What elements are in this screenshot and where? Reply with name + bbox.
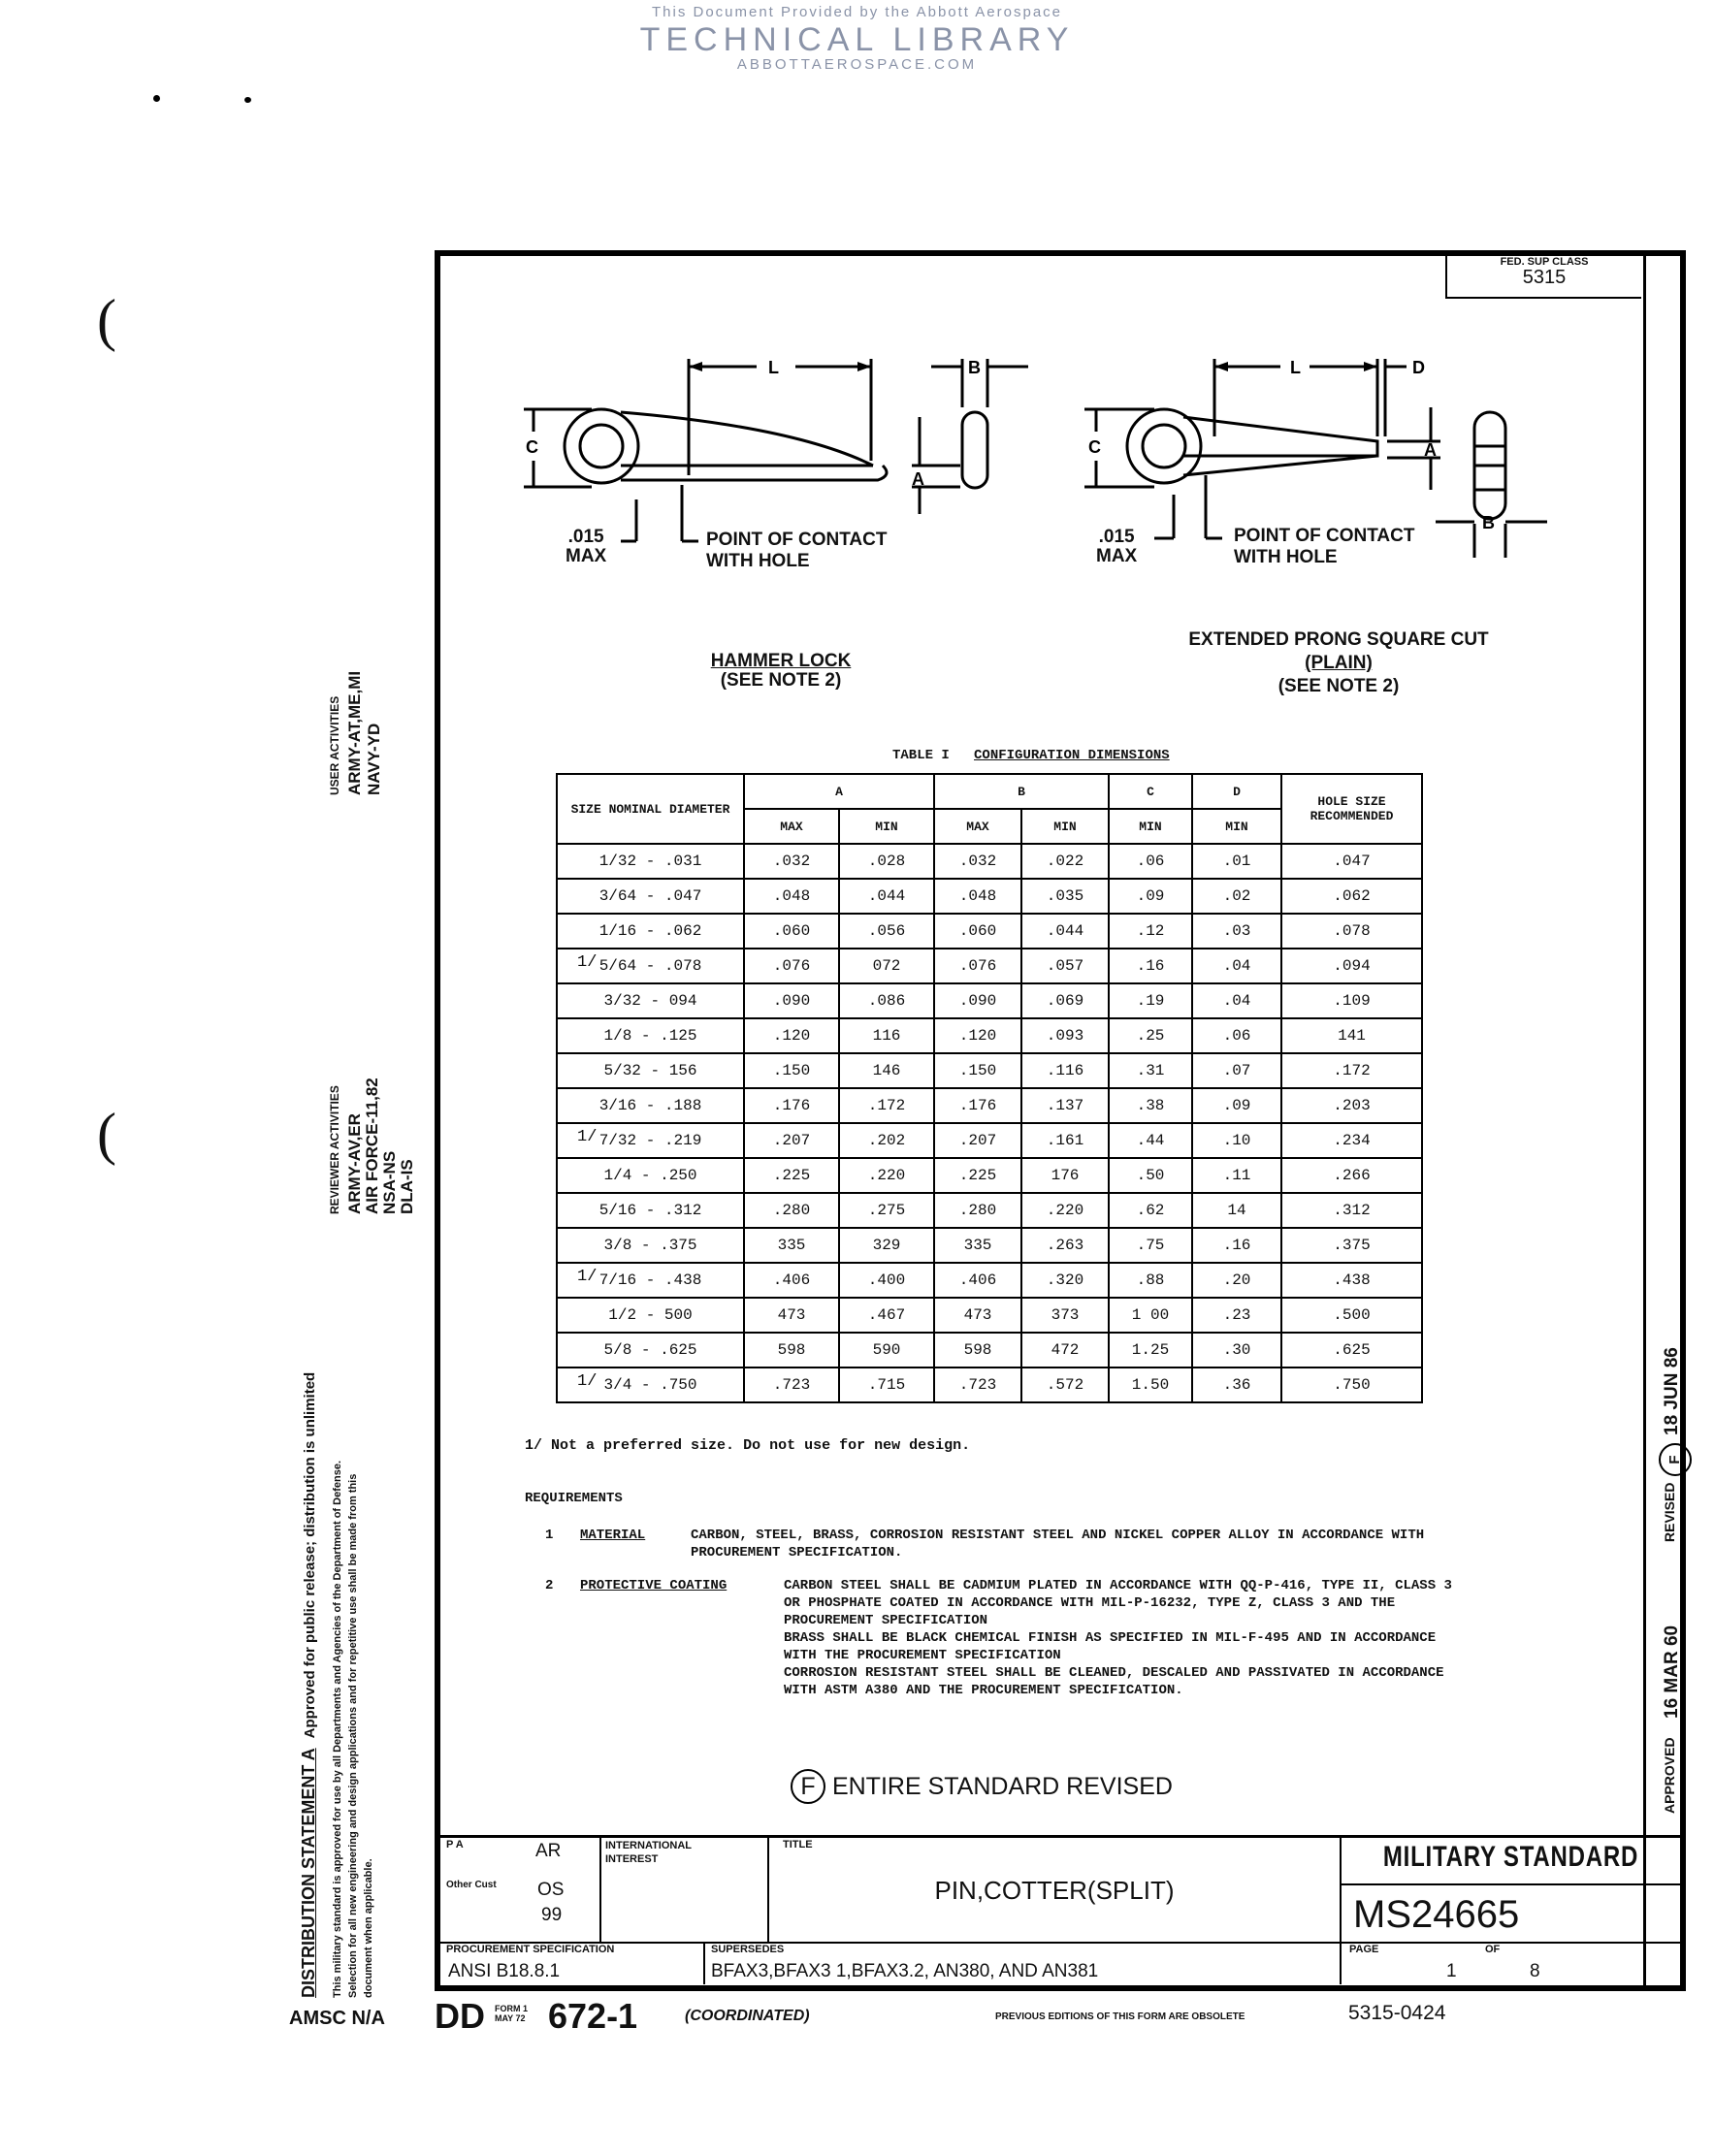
cell-b-max: .723 [934, 1368, 1021, 1402]
header-b: B [934, 774, 1109, 809]
cell-c-min: .62 [1109, 1193, 1192, 1228]
cell-c-min: .25 [1109, 1018, 1192, 1053]
cell-a-min: .275 [839, 1193, 934, 1228]
header-hole: HOLE SIZE RECOMMENDED [1281, 774, 1422, 844]
dim-L-left: L [768, 358, 779, 377]
footnote: 1/ Not a preferred size. Do not use for new design. [525, 1437, 971, 1454]
cell-b-min: 472 [1021, 1333, 1109, 1368]
cell-b-max: 335 [934, 1228, 1021, 1263]
row-note-marker: 1/ [577, 1128, 598, 1146]
size-value: 3/64 - .047 [598, 887, 702, 905]
cell-b-min: .137 [1021, 1088, 1109, 1123]
cell-a-min: 329 [839, 1228, 934, 1263]
cell-a-max: .120 [744, 1018, 839, 1053]
cell-b-max: .280 [934, 1193, 1021, 1228]
dim-L-right: L [1290, 358, 1301, 377]
size-cell [557, 879, 744, 914]
table-row [557, 1333, 1422, 1368]
table-row [557, 1193, 1422, 1228]
dim-A-right: A [1424, 440, 1437, 460]
size-value: 1/32 - .031 [598, 853, 702, 870]
cell-a-max: .076 [744, 949, 839, 983]
table-row [557, 1158, 1422, 1193]
table-row [557, 949, 1422, 983]
cell-a-min: .715 [839, 1368, 934, 1402]
cell-c-min: .88 [1109, 1263, 1192, 1298]
row-note-marker: 1/ [577, 953, 598, 972]
table-row [557, 914, 1422, 949]
cell-a-max: .723 [744, 1368, 839, 1402]
cell-a-min: .086 [839, 983, 934, 1018]
cell-b-max: 473 [934, 1298, 1021, 1333]
dim-B-right: B [1482, 513, 1495, 532]
cell-a-max: .060 [744, 914, 839, 949]
size-cell [557, 1018, 744, 1053]
cell-a-max: .176 [744, 1088, 839, 1123]
reviewer-title: REVIEWER ACTIVITIES [328, 1085, 341, 1214]
dim-D-right: D [1412, 358, 1425, 377]
page-cell: PAGE 1 OF 8 [1349, 1944, 1540, 1981]
cell-c-min: .50 [1109, 1158, 1192, 1193]
cell-c-min: 1 00 [1109, 1298, 1192, 1333]
watermark-url: ABBOTTAEROSPACE.COM [736, 56, 978, 73]
previous-editions: PREVIOUS EDITIONS OF THIS FORM ARE OBSOLETE [995, 2011, 1245, 2022]
revision-letter: F [1659, 1443, 1692, 1476]
cell-b-max: .060 [934, 914, 1021, 949]
cell-b-max: .406 [934, 1263, 1021, 1298]
cell-b-max: 598 [934, 1333, 1021, 1368]
watermark-title: TECHNICAL LIBRARY [639, 21, 1075, 58]
cell-d-min: 14 [1192, 1193, 1281, 1228]
extended-prong-caption: EXTENDED PRONG SQUARE CUT (PLAIN) (SEE NOTE 2) [1188, 629, 1489, 696]
cell-hole: .172 [1281, 1053, 1422, 1088]
size-value: 7/16 - .438 [598, 1271, 702, 1289]
table-row [557, 1298, 1422, 1333]
cell-b-min: .220 [1021, 1193, 1109, 1228]
intl-interest-cell: INTERNATIONAL INTEREST [599, 1835, 769, 1944]
table-row [557, 1263, 1422, 1298]
cell-d-min: .30 [1192, 1333, 1281, 1368]
size-cell [557, 1088, 744, 1123]
cell-d-min: .10 [1192, 1123, 1281, 1158]
reviewer-1: ARMY-AV,ER [345, 1113, 364, 1214]
size-cell [557, 914, 744, 949]
approved-label: APPROVED [1662, 1737, 1677, 1814]
cell-b-min: 176 [1021, 1158, 1109, 1193]
size-value: 1/4 - .250 [603, 1167, 697, 1184]
size-cell [557, 1228, 744, 1263]
table-row [557, 844, 1422, 879]
cell-a-max: .090 [744, 983, 839, 1018]
cell-b-min: .044 [1021, 914, 1109, 949]
proc-spec-cell: PROCUREMENT SPECIFICATION ANSI B18.8.1 [438, 1942, 705, 1984]
cell-c-min: .75 [1109, 1228, 1192, 1263]
cell-b-max: .176 [934, 1088, 1021, 1123]
cell-hole: .625 [1281, 1333, 1422, 1368]
cell-c-min: .31 [1109, 1053, 1192, 1088]
table-row [557, 1368, 1422, 1402]
header-a-max: MAX [744, 809, 839, 844]
extended-prong-eye [1127, 409, 1201, 483]
size-value: 3/32 - 094 [603, 992, 697, 1010]
cell-hole: .203 [1281, 1088, 1422, 1123]
cell-hole: .234 [1281, 1123, 1422, 1158]
dim-A-left: A [912, 469, 924, 489]
size-value: 1/2 - 500 [608, 1306, 693, 1324]
size-cell [557, 1298, 744, 1333]
cell-b-min: .057 [1021, 949, 1109, 983]
cell-a-max: .032 [744, 844, 839, 879]
hammer-lock-caption: HAMMER LOCK (SEE NOTE 2) [710, 651, 852, 691]
cell-a-max: .207 [744, 1123, 839, 1158]
requirements-heading: REQUIREMENTS [525, 1491, 623, 1506]
frame-right-margin [1643, 250, 1656, 1990]
cell-b-max: .120 [934, 1018, 1021, 1053]
cell-hole: .500 [1281, 1298, 1422, 1333]
distribution-small: This military standard is approved for use by all Departments and Agencies of the Department of Defense. Selection for all new engineering and design applications and for repetitive use shall be made from this document when applicable. [332, 1460, 374, 1998]
header-b-min: MIN [1021, 809, 1109, 844]
mil-std-label: MILITARY STANDARD [1382, 1841, 1639, 1873]
size-value: 3/16 - .188 [598, 1097, 702, 1114]
cell-c-min: .12 [1109, 914, 1192, 949]
cell-hole: .047 [1281, 844, 1422, 879]
cell-a-min: .467 [839, 1298, 934, 1333]
req-1-text: CARBON, STEEL, BRASS, CORROSION RESISTANT STEEL AND NICKEL COPPER ALLOY IN ACCORDANCE WITH PROCUREMENT SPECIFICATION. [691, 1528, 1425, 1561]
cell-hole: .094 [1281, 949, 1422, 983]
size-value: 5/64 - .078 [598, 957, 702, 975]
revised-date: 18 JUN 86 [1662, 1347, 1682, 1435]
size-cell [557, 949, 744, 983]
cell-b-min: .022 [1021, 844, 1109, 879]
header-size: SIZE NOMINAL DIAMETER [557, 774, 744, 844]
req-2-text: CARBON STEEL SHALL BE CADMIUM PLATED IN ACCORDANCE WITH QQ-P-416, TYPE II, CLASS 3 OR PHOSPHATE COATED IN ACCORDANCE WITH MIL-P-16232, TYPE Z, CLASS 3 AND THE PROCUREMENT SPECIFICATION BRASS SHALL BE BLACK CHEMICAL FINISH AS SPECIFIED IN MIL-F-495 AND IN ACCORDANCE WITH THE PROCUREMENT SPECIFICATION CORROSION RESISTANT STEEL SHALL BE CLEANED, DESCALED AND PASSIVATED IN ACCORDANCE WITH ASTM A380 AND THE PROCUREMENT SPECIFICATION. [784, 1578, 1452, 1698]
pa-cell: P A AR Other Cust OS 99 [438, 1835, 601, 1944]
req-2-num: 2 [545, 1578, 554, 1593]
size-value: 5/8 - .625 [603, 1341, 697, 1359]
cell-c-min: .38 [1109, 1088, 1192, 1123]
revision-note: F ENTIRE STANDARD REVISED [791, 1769, 1173, 1804]
size-value: 5/16 - .312 [598, 1202, 702, 1219]
size-value: 1/8 - .125 [603, 1027, 697, 1045]
form-number: 672-1 [548, 1996, 638, 2036]
cell-a-min: 590 [839, 1333, 934, 1368]
reviewer-2: AIR FORCE-11,82 [363, 1078, 381, 1214]
title-cell: TITLE PIN,COTTER(SPLIT) [767, 1835, 1342, 1944]
form-label: FORM 1 MAY 72 [495, 2004, 529, 2023]
cell-b-min: .035 [1021, 879, 1109, 914]
binder-mark: ( [97, 288, 116, 352]
doc-number-cell [1340, 1883, 1682, 1944]
cell-a-max: .150 [744, 1053, 839, 1088]
watermark-line1: This Document Provided by the Abbott Aerospace [651, 4, 1063, 20]
size-cell [557, 983, 744, 1018]
table-caption: TABLE I CONFIGURATION DIMENSIONS [892, 748, 1170, 763]
cell-a-min: .044 [839, 879, 934, 914]
cell-c-min: 1.50 [1109, 1368, 1192, 1402]
row-note-marker: 1/ [577, 1268, 598, 1286]
cell-hole: .266 [1281, 1158, 1422, 1193]
size-value: 3/4 - .750 [603, 1376, 697, 1394]
max-note-left: .015 MAX [566, 527, 607, 566]
size-cell [557, 1123, 744, 1158]
user-activities-title: USER ACTIVITIES [328, 695, 341, 795]
binder-mark: ( [97, 1102, 116, 1166]
revision-symbol: F [791, 1769, 825, 1804]
table-row [557, 1123, 1422, 1158]
cell-c-min: .16 [1109, 949, 1192, 983]
cotter-pin-drawings [504, 320, 1620, 601]
size-value: 3/8 - .375 [603, 1237, 697, 1254]
table-row [557, 1053, 1422, 1088]
max-note-right: .015 MAX [1096, 527, 1138, 566]
cell-a-max: .048 [744, 879, 839, 914]
reviewer-4: DLA-IS [398, 1159, 416, 1214]
dim-B-left: B [968, 358, 981, 377]
cell-b-max: .076 [934, 949, 1021, 983]
dim-C-right: C [1088, 437, 1101, 457]
table-row [557, 1018, 1422, 1053]
cell-a-max: .225 [744, 1158, 839, 1193]
cell-d-min: .11 [1192, 1158, 1281, 1193]
supersedes-cell: SUPERSEDES BFAX3,BFAX3 1,BFAX3.2, AN380, AND AN381 [703, 1942, 1342, 1984]
fsc-label: FED. SUP CLASS [1500, 256, 1589, 268]
fsc-value: 5315 [1522, 267, 1567, 288]
doc-number: MS24665 [1353, 1893, 1520, 1936]
cell-d-min: .23 [1192, 1298, 1281, 1333]
cell-d-min: .03 [1192, 914, 1281, 949]
user-activities-2: NAVY-YD [365, 723, 383, 795]
size-value: 1/16 - .062 [598, 922, 702, 940]
contact-note-left: POINT OF CONTACT WITH HOLE [706, 530, 888, 571]
req-1-num: 1 [545, 1528, 554, 1543]
table-row [557, 879, 1422, 914]
cell-hole: .312 [1281, 1193, 1422, 1228]
cell-a-min: .028 [839, 844, 934, 879]
cell-hole: 141 [1281, 1018, 1422, 1053]
cell-b-min: .116 [1021, 1053, 1109, 1088]
cell-hole: .062 [1281, 879, 1422, 914]
size-value: 5/32 - 156 [603, 1062, 697, 1079]
fsc-box [1445, 254, 1641, 299]
cell-hole: .375 [1281, 1228, 1422, 1263]
cell-hole: .109 [1281, 983, 1422, 1018]
cell-a-max: 335 [744, 1228, 839, 1263]
approved-date: 16 MAR 60 [1662, 1625, 1682, 1719]
cell-d-min: .07 [1192, 1053, 1281, 1088]
cell-hole: .438 [1281, 1263, 1422, 1298]
cell-b-max: .207 [934, 1123, 1021, 1158]
table-row [557, 983, 1422, 1018]
size-cell [557, 1053, 744, 1088]
table-row [557, 1228, 1422, 1263]
stray-dot [153, 95, 160, 102]
cell-a-max: 598 [744, 1333, 839, 1368]
header-a-min: MIN [839, 809, 934, 844]
cell-b-max: .048 [934, 879, 1021, 914]
form-code: 5315-0424 [1348, 2002, 1446, 2024]
cell-a-min: 116 [839, 1018, 934, 1053]
cell-d-min: .36 [1192, 1368, 1281, 1402]
cell-c-min: .44 [1109, 1123, 1192, 1158]
cell-b-min: .320 [1021, 1263, 1109, 1298]
cell-b-min: .161 [1021, 1123, 1109, 1158]
cell-b-min: .093 [1021, 1018, 1109, 1053]
header-d: D [1192, 774, 1281, 809]
cell-d-min: .09 [1192, 1088, 1281, 1123]
cell-hole: .078 [1281, 914, 1422, 949]
cell-a-max: .406 [744, 1263, 839, 1298]
cell-a-min: .172 [839, 1088, 934, 1123]
cell-b-max: .032 [934, 844, 1021, 879]
dd-label: DD [435, 1996, 485, 2036]
header-b-max: MAX [934, 809, 1021, 844]
cell-a-min: .220 [839, 1158, 934, 1193]
cell-d-min: .20 [1192, 1263, 1281, 1298]
cell-b-max: .225 [934, 1158, 1021, 1193]
revised-label: REVISED [1662, 1482, 1677, 1542]
cell-c-min: .06 [1109, 844, 1192, 879]
contact-note-right: POINT OF CONTACT WITH HOLE [1234, 526, 1415, 567]
cell-b-max: .150 [934, 1053, 1021, 1088]
cell-d-min: .04 [1192, 949, 1281, 983]
dim-C-left: C [526, 437, 538, 457]
cell-d-min: .16 [1192, 1228, 1281, 1263]
cell-b-min: .572 [1021, 1368, 1109, 1402]
cell-a-max: 473 [744, 1298, 839, 1333]
size-cell [557, 1263, 744, 1298]
cell-b-min: .263 [1021, 1228, 1109, 1263]
size-cell [557, 1158, 744, 1193]
hammer-lock-prong-bottom [621, 466, 887, 480]
cell-d-min: .02 [1192, 879, 1281, 914]
distribution-statement: DISTRIBUTION STATEMENT A Approved for public release; distribution is unlimited [299, 1371, 318, 1998]
cell-a-min: .056 [839, 914, 934, 949]
size-cell [557, 1368, 744, 1402]
amsc: AMSC N/A [289, 2008, 385, 2029]
user-activities-1: ARMY-AT,ME,MI [345, 670, 364, 795]
header-c-min: MIN [1109, 809, 1192, 844]
header-d-min: MIN [1192, 809, 1281, 844]
size-cell [557, 1193, 744, 1228]
cell-d-min: .06 [1192, 1018, 1281, 1053]
mil-std-cell [1340, 1835, 1682, 1885]
cell-b-min: 373 [1021, 1298, 1109, 1333]
cell-a-min: 072 [839, 949, 934, 983]
header-a: A [744, 774, 934, 809]
cell-a-min: 146 [839, 1053, 934, 1088]
cell-hole: .750 [1281, 1368, 1422, 1402]
size-cell [557, 844, 744, 879]
row-note-marker: 1/ [577, 1372, 598, 1391]
stray-dot [244, 97, 251, 103]
cell-b-min: .069 [1021, 983, 1109, 1018]
hammer-lock-prong-top [621, 412, 873, 466]
cell-a-min: .202 [839, 1123, 934, 1158]
req-2-label: PROTECTIVE COATING [580, 1578, 728, 1593]
cell-d-min: .04 [1192, 983, 1281, 1018]
cell-c-min: .19 [1109, 983, 1192, 1018]
size-cell [557, 1333, 744, 1368]
hammer-lock-eye [565, 409, 638, 483]
cell-c-min: 1.25 [1109, 1333, 1192, 1368]
reviewer-3: NSA-NS [380, 1150, 399, 1214]
configuration-table [556, 773, 1423, 1403]
cell-c-min: .09 [1109, 879, 1192, 914]
cell-a-max: .280 [744, 1193, 839, 1228]
size-value: 7/32 - .219 [598, 1132, 702, 1149]
header-c: C [1109, 774, 1192, 809]
cell-b-max: .090 [934, 983, 1021, 1018]
req-1-label: MATERIAL [580, 1528, 646, 1543]
doc-title: PIN,COTTER(SPLIT) [934, 1876, 1175, 1905]
cell-d-min: .01 [1192, 844, 1281, 879]
cell-a-min: .400 [839, 1263, 934, 1298]
coordinated: (COORDINATED) [685, 2008, 810, 2024]
table-row [557, 1088, 1422, 1123]
